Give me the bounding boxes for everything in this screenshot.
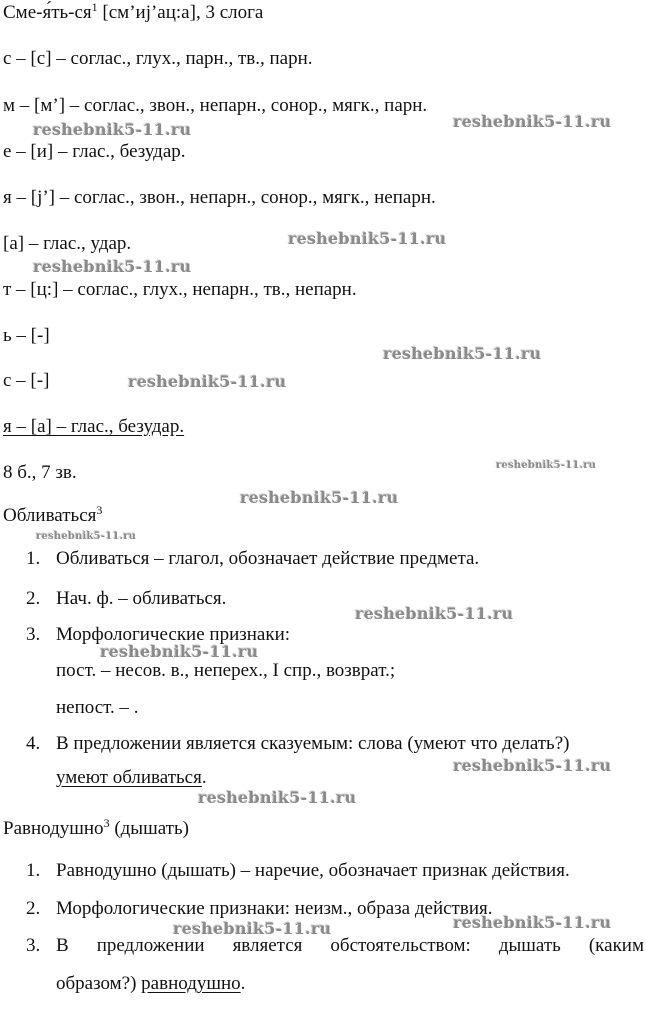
word: В <box>56 935 69 956</box>
phonetic-row: м – [м’] – соглас., звон., непарн., сонор., мягк., парн. <box>3 95 428 116</box>
watermark: reshebnik5-11.ru <box>496 460 597 471</box>
watermark: reshebnik5-11.ru <box>128 372 287 391</box>
title-word: Обливаться <box>3 505 97 526</box>
watermark: reshebnik5-11.ru <box>198 788 357 807</box>
watermark: reshebnik5-11.ru <box>240 488 399 507</box>
watermark: reshebnik5-11.ru <box>453 913 612 932</box>
phonetic-row: с – [с] – соглас., глух., парн., тв., парн. <box>3 48 313 69</box>
item3-justified-line <box>56 935 644 957</box>
watermark: reshebnik5-11.ru <box>355 604 514 623</box>
list-number: 3. <box>26 935 41 956</box>
morph-title-verb <box>3 505 102 527</box>
phonetic-row: с – [-] <box>3 370 50 391</box>
phonetic-row: ь – [-] <box>3 325 50 346</box>
watermark: reshebnik5-11.ru <box>453 112 612 131</box>
title-rest: (дышать) <box>109 818 189 839</box>
variable-features: непост. – . <box>56 697 139 718</box>
phonetic-row: т – [ц:] – соглас., глух., непарн., тв., непарн. <box>3 279 357 300</box>
list-number: 3. <box>26 624 41 645</box>
list-item <box>26 860 570 882</box>
title-word: Сме-я́ть-ся <box>3 2 92 23</box>
list-number-item3 <box>26 935 56 957</box>
list-text: Обливаться – глагол, обозначает действие предмета. <box>56 548 480 569</box>
phonetic-title <box>3 2 263 24</box>
underlined-adverbial: равнодушно <box>141 973 241 994</box>
list-number: 1. <box>26 548 41 569</box>
title-sup: 1 <box>91 0 98 14</box>
item3-line2 <box>56 973 245 995</box>
predicate-example <box>56 767 207 789</box>
watermark: reshebnik5-11.ru <box>33 257 192 276</box>
letters-sounds-summary: 8 б., 7 зв. <box>3 462 77 483</box>
list-number: 4. <box>26 733 41 754</box>
phonetic-row: я – [j’] – соглас., звон., непарн., сонор., мягк., непарн. <box>3 187 436 208</box>
list-text: Морфологические признаки: <box>56 624 291 645</box>
end-dot: . <box>240 973 246 994</box>
list-item <box>26 548 479 570</box>
watermark: reshebnik5-11.ru <box>33 120 192 139</box>
word: (каким <box>588 935 644 956</box>
list-number: 2. <box>26 898 41 919</box>
list-text: Равнодушно (дышать) – наречие, обозначает признак действия. <box>56 860 570 881</box>
word: является <box>232 935 303 956</box>
list-item <box>26 588 226 610</box>
list-text: Морфологические признаки: неизм., образа действия. <box>56 898 493 919</box>
watermark: reshebnik5-11.ru <box>383 344 542 363</box>
watermark: reshebnik5-11.ru <box>173 919 332 938</box>
title-transcription: [см’иj’ац:а], 3 слога <box>97 2 264 23</box>
list-text: В предложении является сказуемым: слова (умеют что делать?) <box>56 733 570 754</box>
phonetic-row: [а] – глас., удар. <box>3 233 132 254</box>
morph-title-adverb <box>3 818 189 840</box>
underlined-predicate: умеют обливаться <box>56 767 202 788</box>
list-number: 1. <box>26 860 41 881</box>
title-sup: 3 <box>96 503 103 517</box>
question: образом?) <box>56 973 142 994</box>
word: дышать <box>498 935 561 956</box>
word: предложении <box>96 935 205 956</box>
watermark: reshebnik5-11.ru <box>36 531 137 542</box>
watermark: reshebnik5-11.ru <box>288 229 447 248</box>
end-dot: . <box>201 767 207 788</box>
list-item <box>26 898 492 920</box>
title-sup: 3 <box>103 816 110 830</box>
list-text: Нач. ф. – обливаться. <box>56 588 227 609</box>
phonetic-row: е – [и] – глас., безудар. <box>3 141 186 162</box>
phonetic-row-underlined: я – [а] – глас., безудар. <box>3 416 185 437</box>
list-number: 2. <box>26 588 41 609</box>
watermark: reshebnik5-11.ru <box>453 756 612 775</box>
list-item <box>26 733 569 755</box>
watermark: reshebnik5-11.ru <box>100 642 259 661</box>
constant-features: пост. – несов. в., неперех., I спр., возврат.; <box>56 660 396 681</box>
word: обстоятельством: <box>330 935 471 956</box>
title-word: Равнодушно <box>3 818 104 839</box>
